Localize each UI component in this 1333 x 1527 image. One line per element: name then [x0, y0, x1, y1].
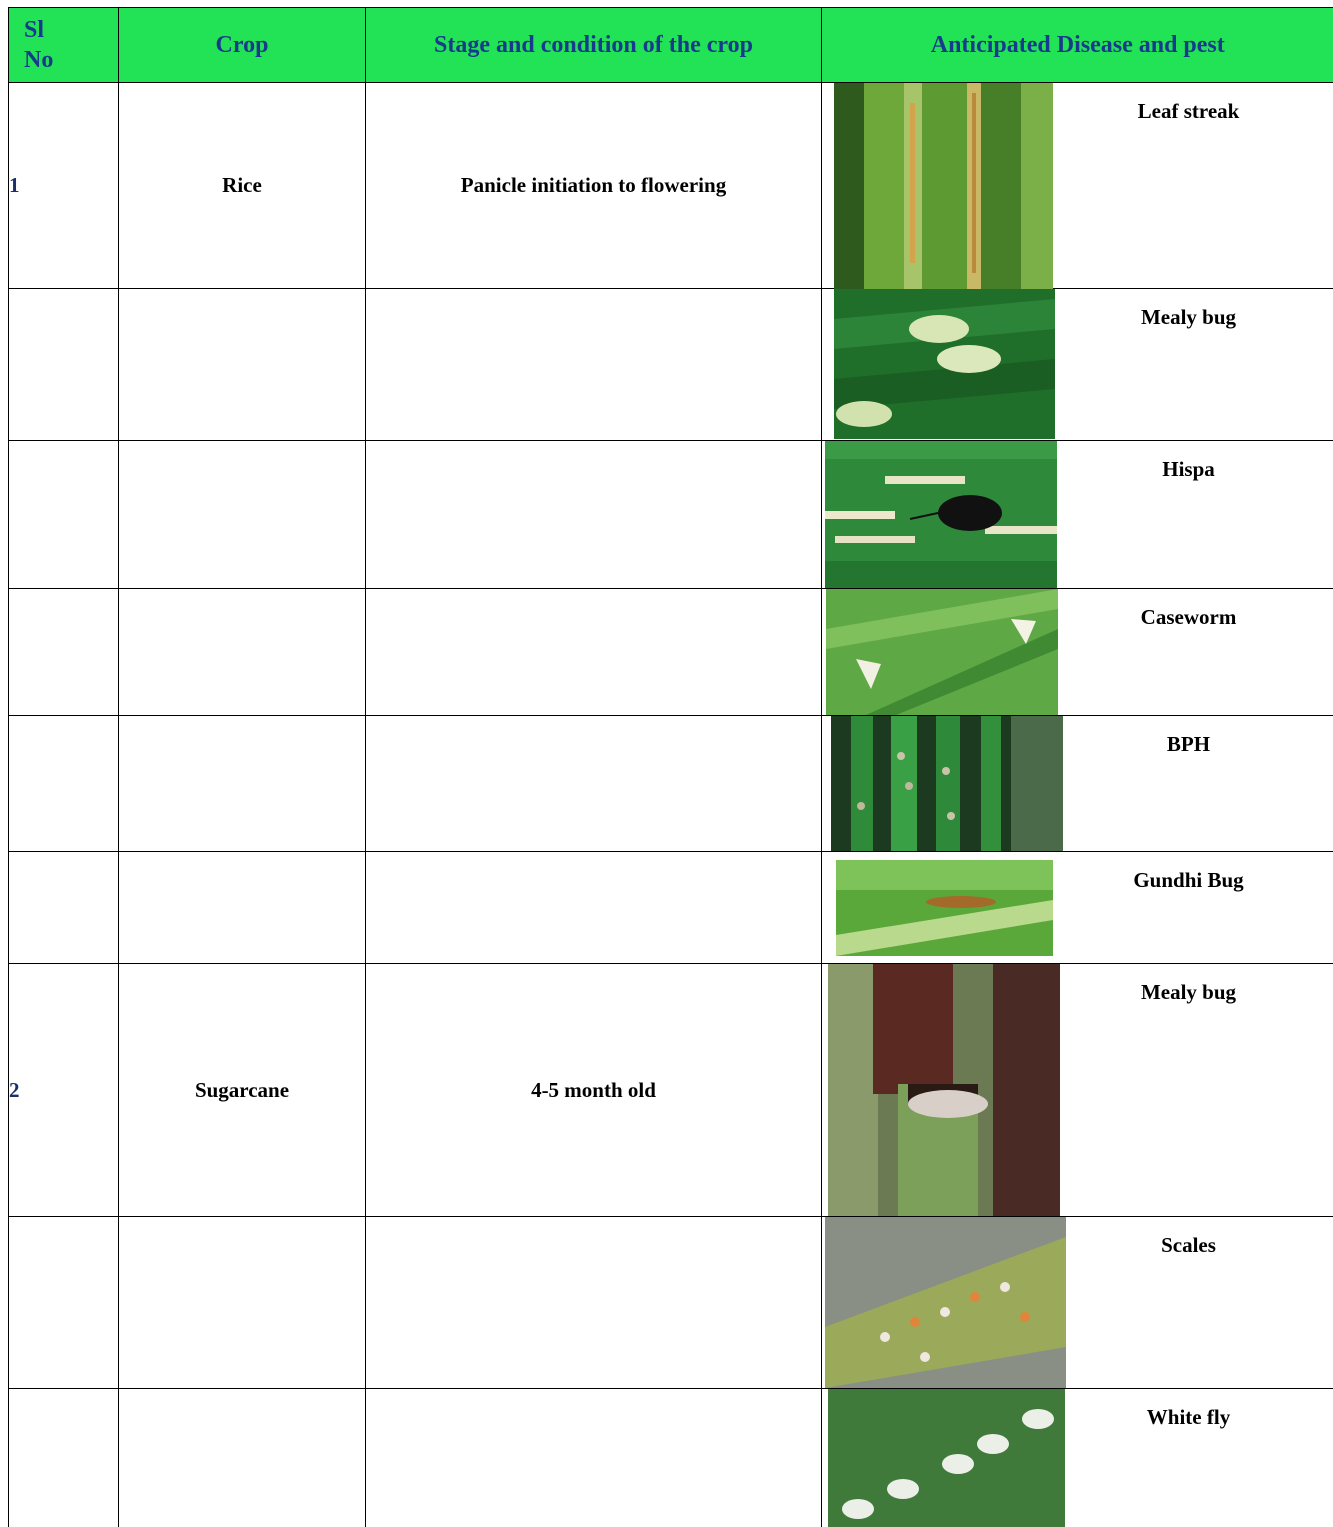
sl-cell [9, 589, 119, 716]
sl-cell: 1 [9, 83, 119, 289]
pest-name: Caseworm [1140, 605, 1237, 629]
table-row [9, 716, 1333, 852]
sl-cell [9, 716, 119, 852]
pest-name: Mealy bug [1140, 305, 1237, 329]
sugarcane-mealy-bug-photo-icon [828, 964, 1060, 1216]
stage-cell [366, 1217, 822, 1389]
pest-cell [822, 964, 1333, 1217]
pest-cell [822, 289, 1333, 441]
table-row [9, 1389, 1333, 1527]
table-row [9, 83, 1333, 289]
stage-cell [366, 716, 822, 852]
crop-cell [119, 852, 366, 964]
crop-cell: Rice [119, 83, 366, 289]
leaf-streak-photo-icon [834, 83, 1053, 289]
header-row [9, 8, 1333, 83]
pest-cell [822, 716, 1333, 852]
stage-cell: 4-5 month old [366, 964, 822, 1217]
table-row [9, 852, 1333, 964]
sl-cell: 2 [9, 964, 119, 1217]
sl-cell [9, 852, 119, 964]
bph-photo-icon [831, 716, 1063, 851]
pest-name: Leaf streak [1137, 99, 1240, 123]
pest-cell [822, 83, 1333, 289]
table-row [9, 964, 1333, 1217]
pest-name: BPH [1166, 732, 1211, 756]
stage-cell: Panicle initiation to flowering [366, 83, 822, 289]
crop-cell [119, 1217, 366, 1389]
pest-cell [822, 1217, 1333, 1389]
header-sl-line1: Sl [24, 17, 45, 43]
caseworm-photo-icon [826, 589, 1058, 715]
crop-cell [119, 289, 366, 441]
hispa-photo-icon [825, 441, 1057, 588]
pest-cell [822, 1389, 1333, 1527]
pest-cell [822, 589, 1333, 716]
pest-name: Gundhi Bug [1133, 868, 1244, 892]
stage-cell [366, 1389, 822, 1527]
stage-cell [366, 589, 822, 716]
crop-cell [119, 589, 366, 716]
pest-name: Hispa [1162, 457, 1215, 481]
sl-cell [9, 1389, 119, 1527]
table-row [9, 1217, 1333, 1389]
gundhi-bug-photo-icon [836, 860, 1053, 956]
header-crop: Crop [119, 8, 366, 83]
table-row [9, 441, 1333, 589]
sl-cell [9, 441, 119, 589]
pest-cell [822, 852, 1333, 964]
pest-name: Mealy bug [1140, 980, 1237, 1004]
scales-photo-icon [825, 1217, 1066, 1388]
crop-cell [119, 441, 366, 589]
pest-name: White fly [1146, 1405, 1231, 1429]
mealy-bug-photo-icon [834, 289, 1055, 439]
crop-pest-advisory-table [8, 7, 1333, 1527]
table-row [9, 289, 1333, 441]
stage-cell [366, 289, 822, 441]
header-stage: Stage and condition of the crop [366, 8, 822, 83]
sl-cell [9, 289, 119, 441]
pest-name: Scales [1161, 1233, 1216, 1257]
header-sl-no [9, 8, 119, 83]
pest-cell [822, 441, 1333, 589]
stage-cell [366, 441, 822, 589]
stage-cell [366, 852, 822, 964]
table-row [9, 589, 1333, 716]
crop-cell: Sugarcane [119, 964, 366, 1217]
crop-cell [119, 716, 366, 852]
header-sl-line2: No [24, 47, 54, 73]
white-fly-photo-icon [828, 1389, 1065, 1527]
crop-cell [119, 1389, 366, 1527]
sl-cell [9, 1217, 119, 1389]
header-pest: Anticipated Disease and pest [822, 8, 1333, 83]
